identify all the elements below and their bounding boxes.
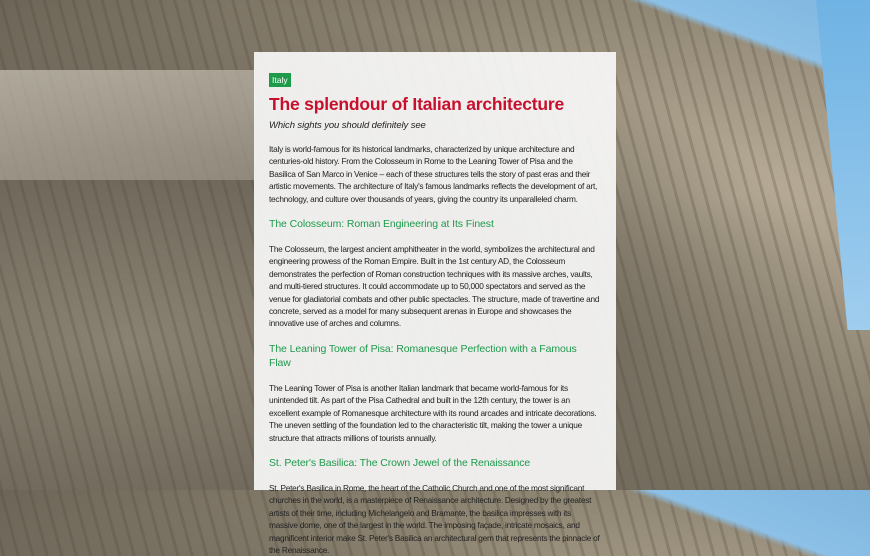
background-architecture-photo bbox=[0, 70, 255, 180]
background-sky bbox=[780, 0, 870, 330]
section-text-st-peters: St. Peter's Basilica in Rome, the heart of the Catholic Church and one of the most significant churches in the world, is a masterpiece of Renaissance architecture. Designed by the greatest artists of their time, including Michelangelo and Bramante, the basilica impresses with its massive dome, one of the largest in the world. The imposing façade, intricate mosaics, and magnificent interior make St. Peter's Basilica an architectural gem that represents the pinnacle of the Renaissance. bbox=[269, 482, 600, 555]
section-heading-st-peters: St. Peter's Basilica: The Crown Jewel of the Renaissance bbox=[269, 456, 531, 469]
page-title: The splendour of Italian architecture bbox=[269, 94, 565, 114]
category-tag[interactable]: Italy bbox=[269, 73, 291, 87]
intro-paragraph: Italy is world-famous for its historical landmarks, characterized by unique architecture and centuries-old history. From the Colosseum in Rome to the Leaning Tower of Pisa and the Basilica of San Marco in Venice – each of these structures tells the story of past eras and their artistic movements. The architecture of Italy's famous landmarks reflects the development of art, technology, and culture over thousands of years, giving the country its unparalleled charm. bbox=[269, 144, 598, 204]
section-text-colosseum: The Colosseum, the largest ancient amphitheater in the world, symbolizes the architectural and engineering prowess of the Roman Empire. Built in the 1st century AD, the Colosseum demonstrates the perfection of Roman construction techniques with its massive arches, vaults, and multi-tiered structures. It could accommodate up to 50,000 spectators and served as the venue for gladiatorial combats and other public spectacles. The structure, made of travertine and concrete, served as a model for many subsequent arenas in Europe and showcases the innovative use of arches and columns. bbox=[269, 244, 600, 329]
article-card bbox=[254, 52, 616, 555]
section-text-pisa: The Leaning Tower of Pisa is another Italian landmark that became world-famous for its unintended tilt. As part of the Pisa Cathedral and built in the 12th century, the tower is an excellent example of Romanesque architecture with its round arcades and intricate decorations. The uneven settling of the foundation led to the characteristic tilt, making the tower a unique structure that attracts millions of tourists annually. bbox=[269, 382, 597, 443]
section-heading-colosseum: The Colosseum: Roman Engineering at Its Finest bbox=[269, 218, 494, 231]
section-heading-pisa: The Leaning Tower of Pisa: Romanesque Perfection with a Famous Flaw bbox=[269, 342, 577, 369]
subtitle: Which sights you should definitely see bbox=[269, 120, 426, 131]
